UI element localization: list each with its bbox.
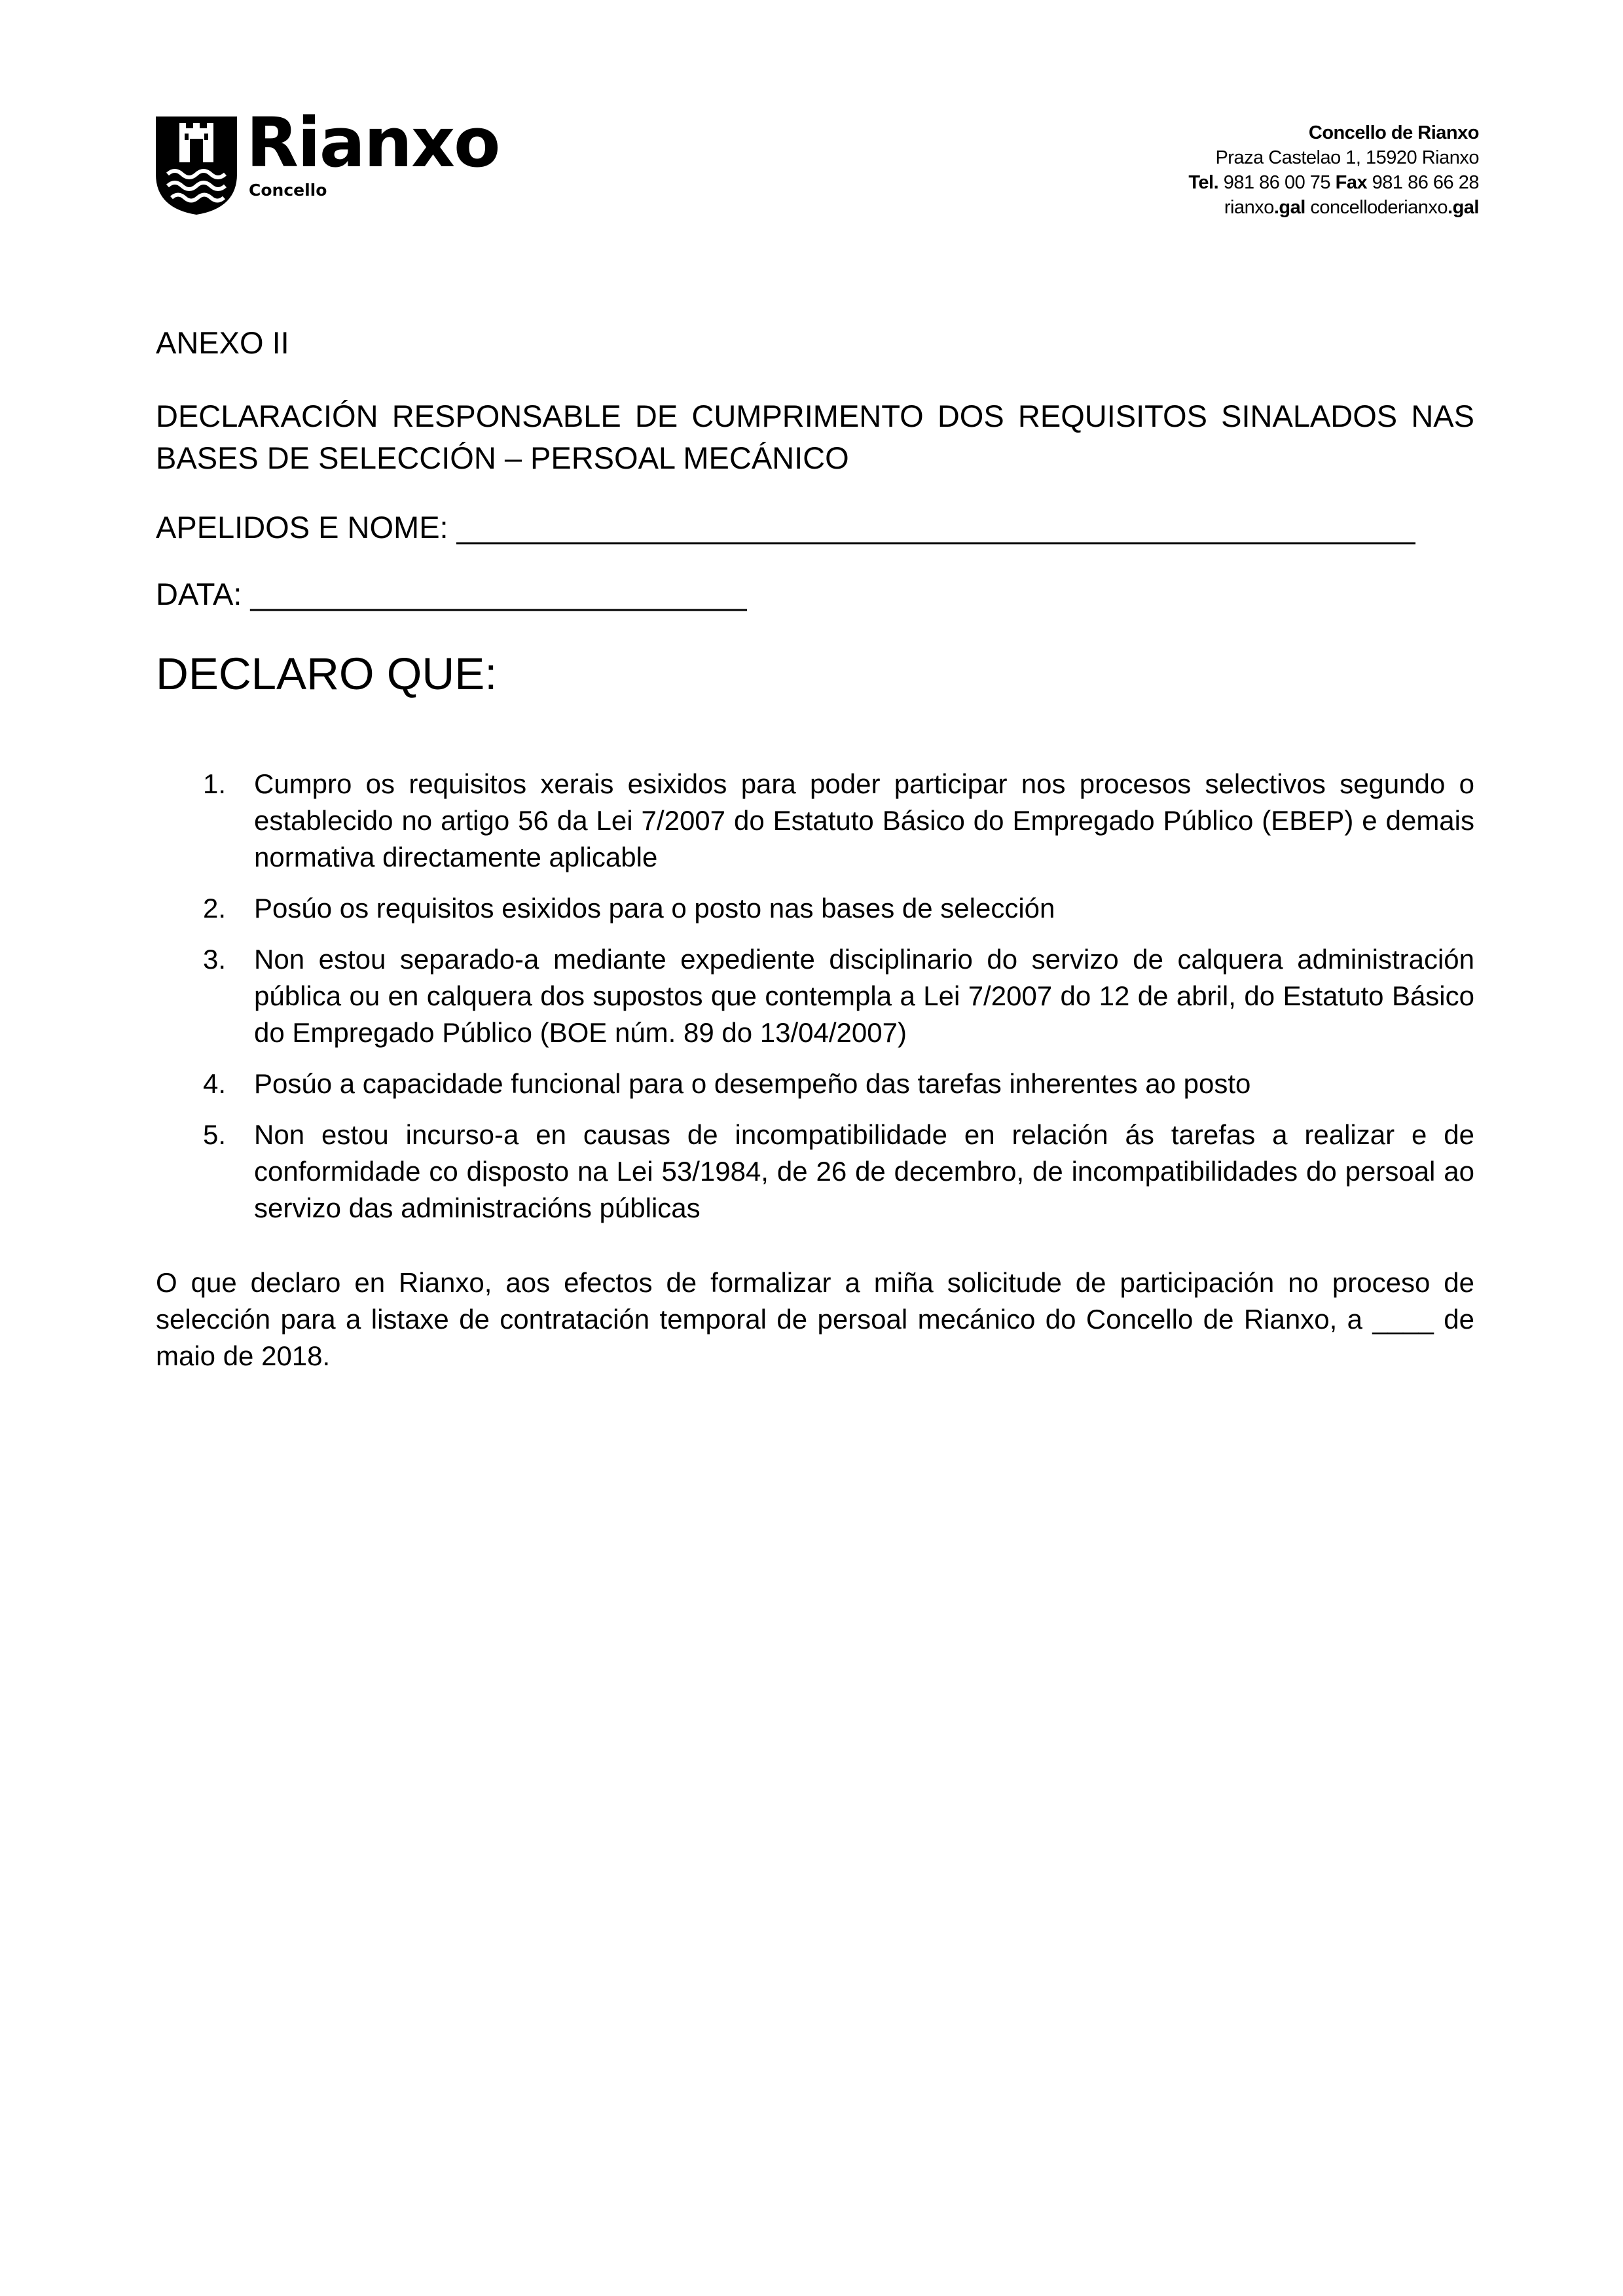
fax-number: 981 86 66 28 — [1372, 172, 1479, 193]
tel-number: 981 86 00 75 — [1223, 172, 1331, 193]
list-item — [156, 1066, 1474, 1102]
contact-phone-fax — [1188, 170, 1479, 195]
contact-websites — [1188, 195, 1479, 220]
logo-subtitle: Concello — [249, 181, 327, 200]
declaration-heading: DECLARO QUE: — [156, 649, 498, 699]
concello-logo — [156, 103, 522, 215]
list-item-text: Non estou incurso-a en causas de incompatibilidade en relación ás tarefas a realizar e de conformidade co disposto na Lei 53/1984, de 26 de decembro, de incompatibilidades do persoal ao servizo das administracións públicas — [254, 1119, 1474, 1223]
list-item-number: 3. — [203, 944, 227, 975]
logo-wordmark: Rianxo — [246, 103, 500, 183]
fax-label: Fax — [1335, 172, 1368, 193]
list-item-number: 1. — [203, 768, 227, 799]
castle-waves-shield-icon — [156, 117, 237, 215]
annex-label: ANEXO II — [156, 325, 289, 360]
date-field: DATA: _____________________________ — [156, 577, 747, 611]
list-item-number: 4. — [203, 1068, 227, 1099]
list-item-number: 2. — [203, 893, 227, 924]
list-item-text: Non estou separado-a mediante expediente disciplinario do servizo de calquera administración pública ou en calquera dos supostos que contempla a Lei 7/2007 do 12 de abril, do Estatuto Básico do Empregado Público (BOE núm. 89 do 13/04/2007) — [254, 944, 1474, 1048]
list-item — [156, 941, 1474, 1051]
web2-name: concelloderianxo — [1310, 197, 1448, 218]
web1-name: rianxo — [1224, 197, 1274, 218]
tel-label: Tel. — [1188, 172, 1219, 193]
list-item — [156, 766, 1474, 876]
contact-block — [1188, 120, 1479, 220]
web2-tld: .gal — [1448, 197, 1479, 218]
contact-address: Praza Castelao 1, 15920 Rianxo — [1215, 147, 1479, 168]
document-title: DECLARACIÓN RESPONSABLE DE CUMPRIMENTO DOS REQUISITOS SINALADOS NAS BASES DE SELECCIÓN – PERSOAL MECÁNICO — [156, 399, 1474, 475]
requirements-list — [156, 766, 1474, 1227]
list-item — [156, 1117, 1474, 1227]
list-item-text: Posúo a capacidade funcional para o desempeño das tarefas inherentes ao posto — [254, 1068, 1251, 1099]
list-item-text: Posúo os requisitos esixidos para o posto nas bases de selección — [254, 893, 1055, 924]
list-item-number: 5. — [203, 1119, 227, 1150]
name-field: APELIDOS E NOME: ________________________________________________________ — [156, 510, 1415, 545]
web1-tld: .gal — [1273, 197, 1305, 218]
contact-org: Concello de Rianxo — [1308, 122, 1479, 143]
list-item-text: Cumpro os requisitos xerais esixidos para poder participar nos procesos selectivos segundo o establecido no artigo 56 da Lei 7/2007 do Estatuto Básico do Empregado Público (EBEP) e demais normativa directamente aplicable — [254, 768, 1474, 872]
document-body — [156, 325, 1474, 1374]
list-item — [156, 890, 1474, 927]
closing-paragraph: O que declaro en Rianxo, aos efectos de formalizar a miña solicitude de participación no proceso de selección para a listaxe de contratación temporal de persoal mecánico do Concello de Rianxo, a ____ de maio de 2018. — [156, 1267, 1474, 1371]
